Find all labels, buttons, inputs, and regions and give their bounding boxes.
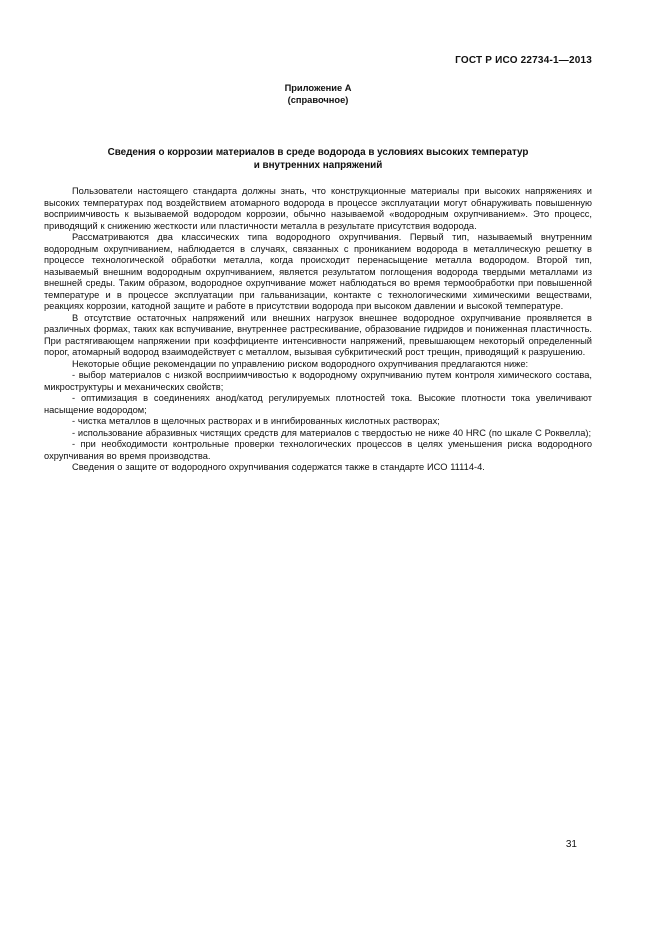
- paragraph-intro: Пользователи настоящего стандарта должны знать, что конструкционные материалы при высоких напряжениях и высоких температурах под воздействием атомарного водорода в процессе эксплуатации могут обнаруживать повышенную восприимчивость к вызываемой водородом коррозии, обычно называемой «водородным охрупчиванием». Это процесс, приводящий к снижению жесткости или пластичности металла в результате присутствия водорода.: [44, 186, 592, 231]
- appendix-kind: (справочное): [287, 94, 349, 105]
- paragraph-embrittlement-types: Рассматриваются два классических типа водородного охрупчивания. Первый тип, называемый внутренним водородным охрупчиванием, наблюдается в случаях, связанных с прониканием водорода в металлическую решетку в процессе технологической обработки металла, когда происходит перенасыщение металла водородом. Второй тип, называемый внешним водородным охрупчиванием, является результатом поглощения водорода твердыми металлами из внешней среды. Таким образом, водородное охрупчивание может наблюдаться во время термообработки при повышенной температуре и в процессе эксплуатации при гальванизации, контакте с технологическими химическими веществами, реакциях коррозии, катодной защите и работе в присутствии водорода при высоком давлении и высокой температуре.: [44, 232, 592, 311]
- document-body: [44, 186, 592, 474]
- document-title: [44, 146, 592, 172]
- document-title-line2: и внутренних напряжений: [253, 160, 383, 171]
- standard-number: ГОСТ Р ИСО 22734-1—2013: [455, 55, 592, 66]
- paragraph-closing: Сведения о защите от водородного охрупчивания содержатся также в стандарте ИСО 11114-4.: [72, 462, 485, 472]
- paragraph-recommendations-lead: Некоторые общие рекомендации по управлению риском водородного охрупчивания предлагаются ниже:: [72, 358, 529, 369]
- paragraph-stress-forms: В отсутствие остаточных напряжений или внешних нагрузок внешнее водородное охрупчивание проявляется в различных формах, таких как вспучивание, внутреннее растрескивание, образование гидридов и пониженная пластичность. При растягивающем напряжении при коэффициенте интенсивности напряжений, превышающем некоторый определенный порог, атомарный водород взаимодействует с металлом, вызывая субкритический рост трещин, приводящий к разрушению.: [44, 312, 592, 357]
- list-item-abrasives: - использование абразивных чистящих средств для материалов с твердостью не ниже 40 HRC (по шкале С Роквелла);: [72, 427, 592, 438]
- list-item-material-selection: - выбор материалов с низкой восприимчивостью к водородному охрупчиванию путем контроля химического состава, микроструктуры и механических свойств;: [44, 370, 592, 392]
- list-item-cleaning: - чистка металлов в щелочных растворах и в ингибированных кислотных растворах;: [72, 416, 440, 426]
- list-item-current-density: - оптимизация в соединениях анод/катод регулируемых плотностей тока. Высокие плотности тока увеличивают насыщение водородом;: [44, 393, 592, 415]
- appendix-heading: [44, 83, 592, 106]
- page-number: 31: [565, 839, 577, 850]
- appendix-name: Приложение А: [284, 83, 352, 93]
- list-item-process-checks: - при необходимости контрольные проверки технологических процессов в целях уменьшения риска водородного охрупчивания во время производства.: [44, 439, 592, 461]
- document-title-line1: Сведения о коррозии материалов в среде водорода в условиях высоких температур: [107, 147, 529, 158]
